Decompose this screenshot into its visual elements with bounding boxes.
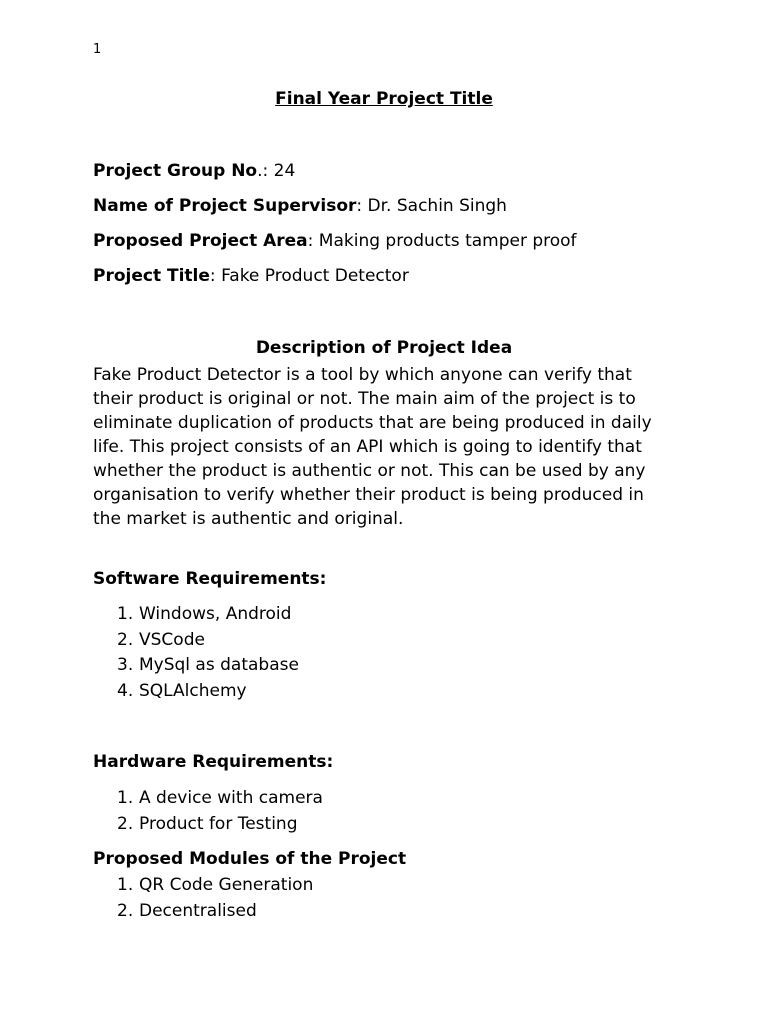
field-value: Making products tamper proof bbox=[318, 231, 577, 251]
list-item bbox=[93, 679, 299, 705]
list-item bbox=[93, 899, 313, 925]
software-requirements-list bbox=[93, 602, 299, 704]
field-separator: : bbox=[307, 231, 319, 251]
list-text: VSCode bbox=[139, 629, 205, 650]
list-item bbox=[93, 873, 313, 899]
list-number: 2. bbox=[117, 900, 134, 921]
description-heading: Description of Project Idea bbox=[255, 338, 513, 358]
list-text: A device with camera bbox=[139, 788, 323, 808]
list-text: SQLAlchemy bbox=[139, 680, 247, 701]
field-separator: : bbox=[209, 266, 222, 286]
field-value: Fake Product Detector bbox=[221, 266, 409, 286]
field-label: Project Group No bbox=[93, 161, 258, 181]
hardware-requirements-list bbox=[93, 786, 323, 837]
field-label: Project Title bbox=[93, 266, 210, 286]
list-item bbox=[93, 653, 299, 679]
field-separator: .: bbox=[257, 161, 274, 181]
list-text: MySql as database bbox=[139, 655, 299, 675]
list-number: 1. bbox=[117, 875, 134, 895]
list-text: Product for Testing bbox=[139, 813, 298, 834]
field-value: Dr. Sachin Singh bbox=[367, 196, 507, 216]
list-item bbox=[93, 786, 323, 812]
proposed-modules-list bbox=[93, 873, 313, 924]
page-number: 1 bbox=[93, 42, 102, 57]
proposed-modules-heading: Proposed Modules of the Project bbox=[93, 849, 407, 869]
software-requirements-heading: Software Requirements: bbox=[93, 569, 327, 589]
field-project-title bbox=[93, 265, 409, 287]
list-item bbox=[93, 602, 299, 628]
document-title: Final Year Project Title bbox=[275, 89, 493, 109]
list-number: 2. bbox=[117, 629, 134, 650]
list-item bbox=[93, 812, 323, 838]
field-value: 24 bbox=[273, 161, 296, 181]
description-paragraph: Fake Product Detector is a tool by which anyone can verify that their product is original or not. The main aim of the project is to eliminate duplication of products that are being produced in daily life. This project consists of an API which is going to identify that whether the product is authentic or not. This can be used by any organisation to verify whether their product is being produced in the market is authentic and original. bbox=[93, 365, 652, 529]
list-number: 3. bbox=[117, 655, 134, 675]
list-number: 2. bbox=[117, 813, 134, 834]
field-project-group-no bbox=[93, 160, 295, 182]
list-text: QR Code Generation bbox=[139, 875, 314, 895]
field-proposed-project-area bbox=[93, 230, 577, 252]
list-text: Decentralised bbox=[139, 900, 257, 921]
list-text: Windows, Android bbox=[139, 604, 292, 624]
field-separator: : bbox=[356, 196, 368, 216]
list-number: 1. bbox=[117, 604, 134, 624]
field-project-supervisor bbox=[93, 195, 507, 217]
field-label: Proposed Project Area bbox=[93, 231, 308, 251]
field-label: Name of Project Supervisor bbox=[93, 196, 357, 216]
hardware-requirements-heading: Hardware Requirements: bbox=[93, 752, 334, 772]
list-number: 1. bbox=[117, 788, 134, 808]
list-number: 4. bbox=[117, 680, 134, 701]
list-item bbox=[93, 628, 299, 654]
